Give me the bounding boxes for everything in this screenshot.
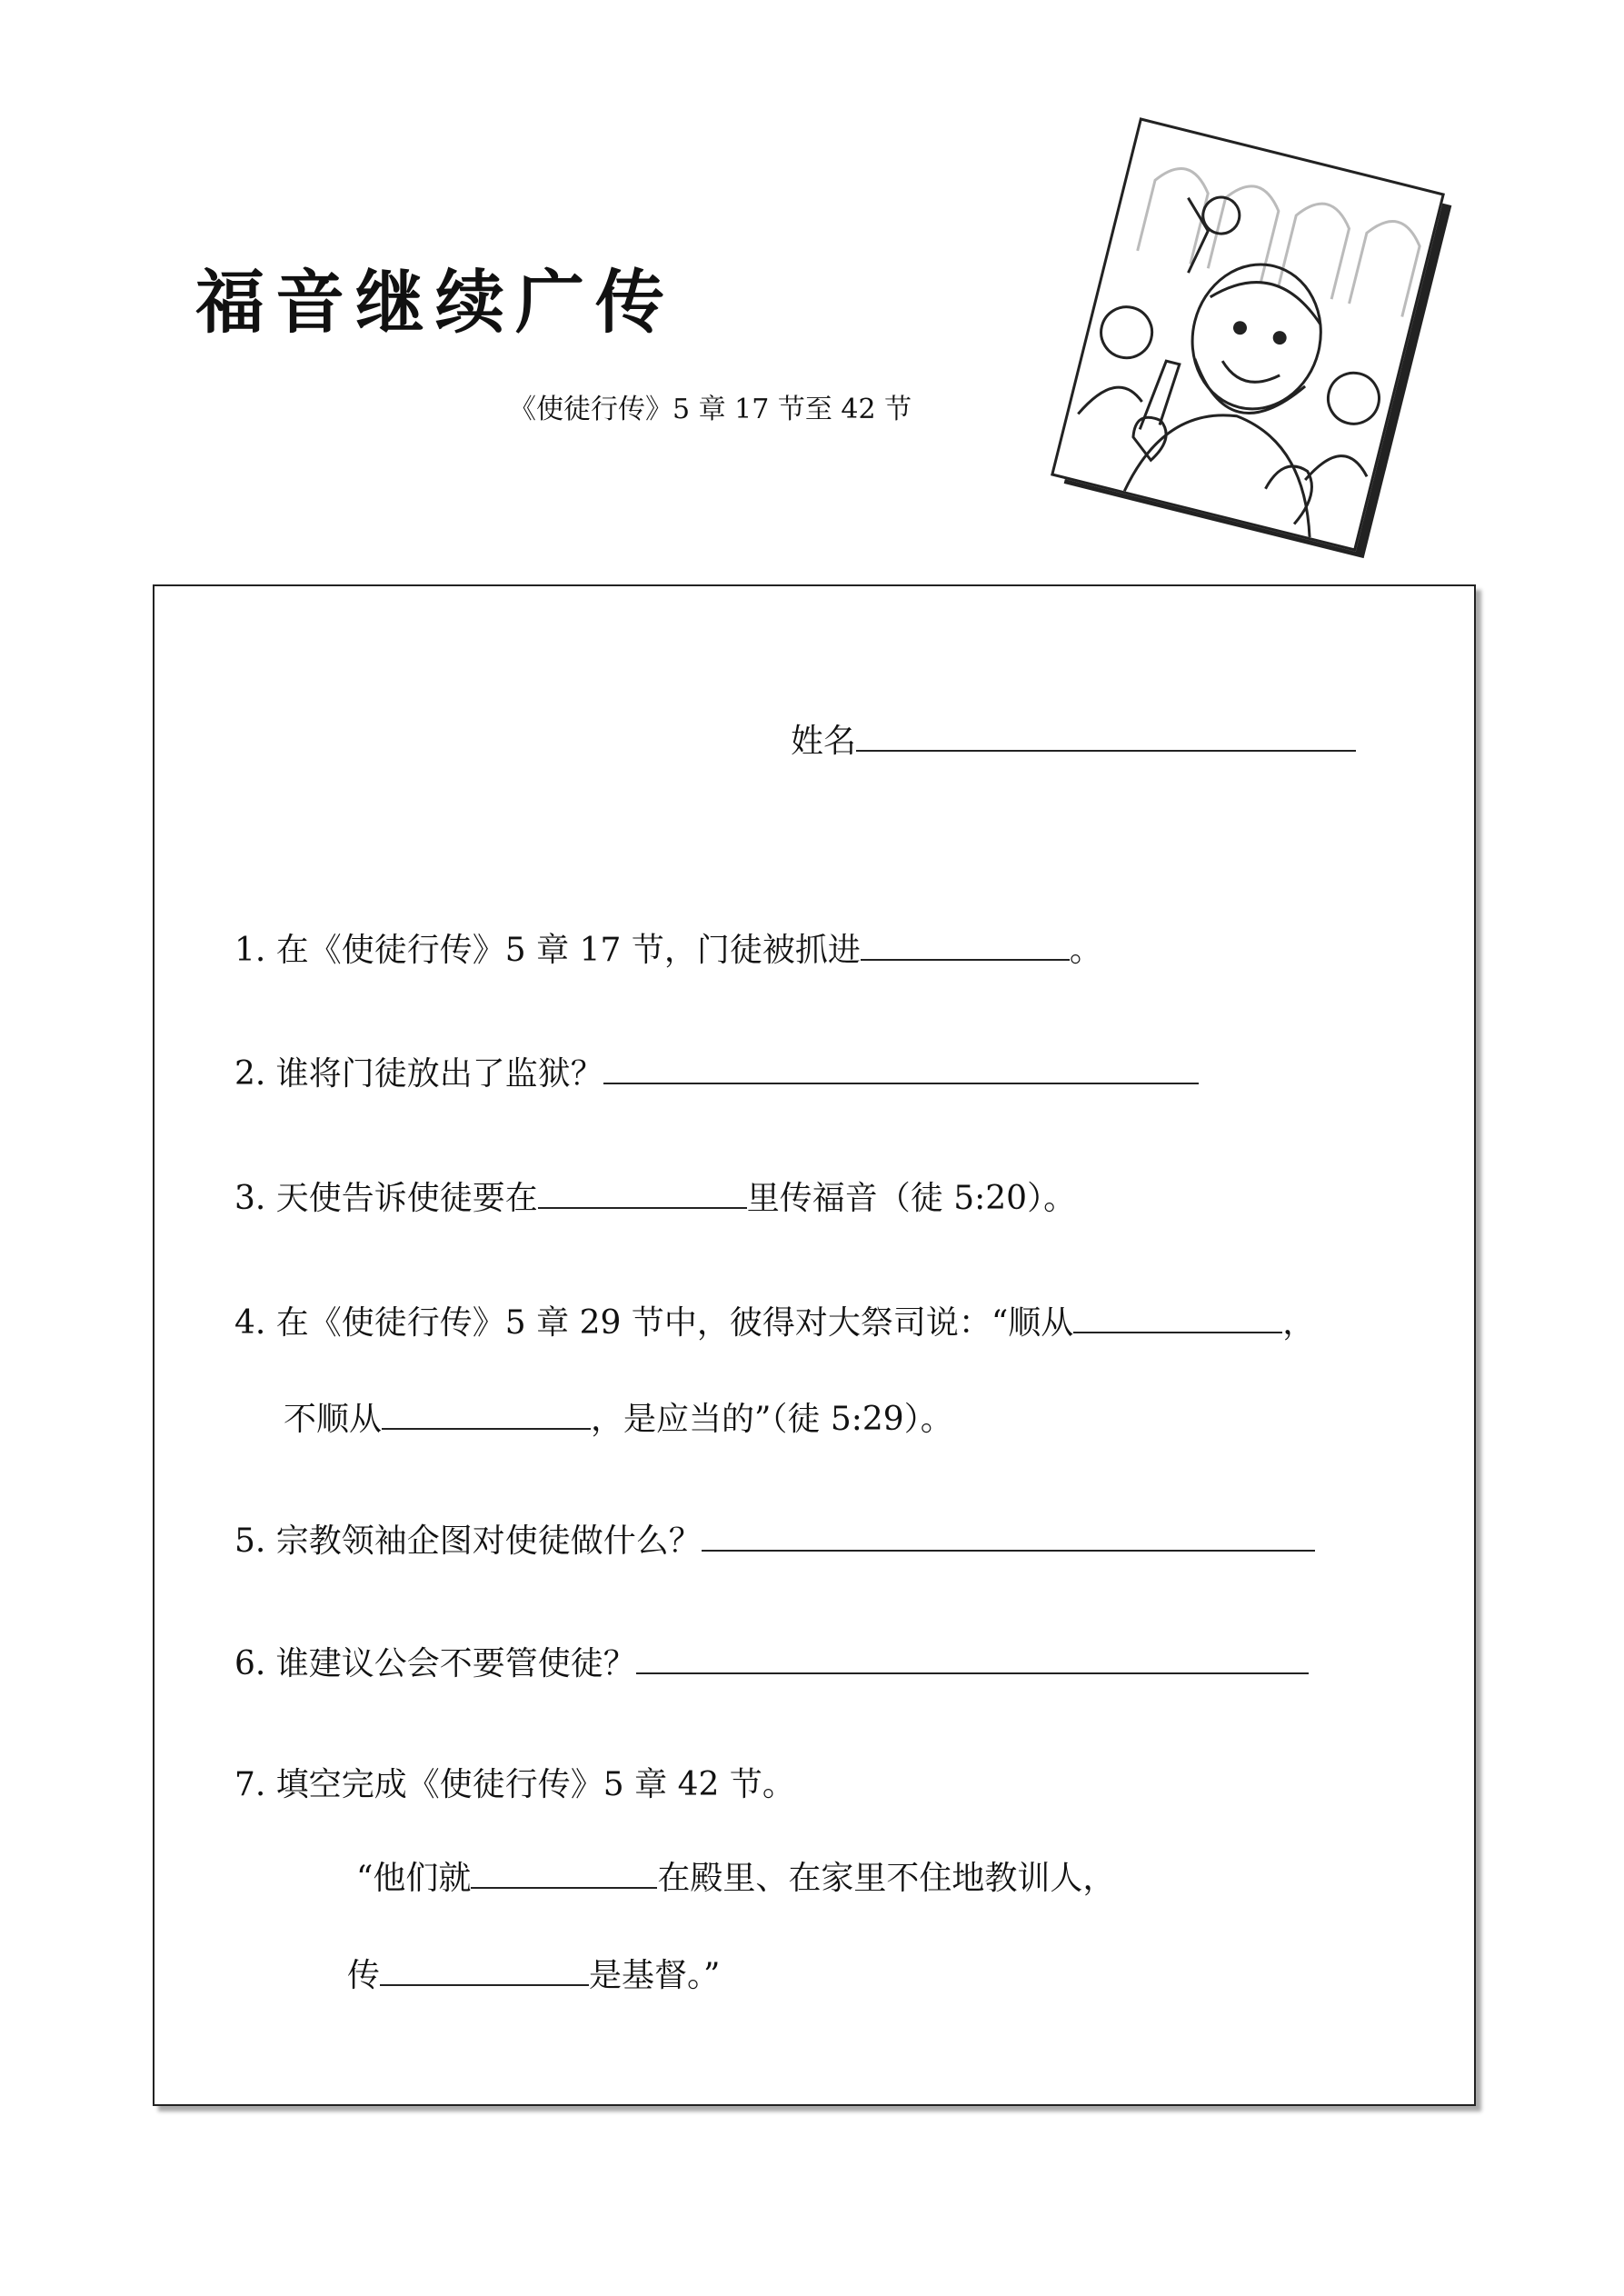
question-3-text: 3. 天使告诉使徒要在 xyxy=(234,1180,538,1217)
question-6-blank[interactable] xyxy=(636,1645,1309,1674)
question-7-quote-end: 是基督。” xyxy=(589,1957,721,1994)
question-6 xyxy=(234,1638,1309,1684)
question-2-blank[interactable] xyxy=(603,1055,1199,1084)
page-title: 福音继续广传 xyxy=(195,262,675,343)
name-row xyxy=(791,715,1356,762)
question-3-end: 里传福音（徒 5:20）。 xyxy=(746,1180,1077,1217)
apostle-illustration xyxy=(1051,117,1445,552)
question-4-end: ，是应当的”（徒 5:29）。 xyxy=(591,1401,953,1438)
question-1-text: 1. 在《使徒行传》5 章 17 节，门徒被抓进 xyxy=(234,932,861,969)
question-4 xyxy=(234,1297,1315,1343)
worksheet-box xyxy=(153,584,1476,2106)
question-7-text: 7. 填空完成《使徒行传》5 章 42 节。 xyxy=(234,1766,795,1803)
scripture-reference: 《使徒行传》5 章 17 节至 42 节 xyxy=(509,394,912,425)
question-4-text-2: 不顺从 xyxy=(284,1401,383,1438)
question-1-blank[interactable] xyxy=(861,932,1070,961)
question-6-text: 6. 谁建议公会不要管使徒？ xyxy=(234,1645,636,1682)
illustration-card xyxy=(1091,150,1454,568)
question-4-blank-1[interactable] xyxy=(1073,1304,1282,1333)
name-label: 姓名 xyxy=(791,723,857,760)
question-2-text: 2. 谁将门徒放出了监狱？ xyxy=(234,1055,603,1093)
question-7-blank-1[interactable] xyxy=(471,1860,657,1889)
question-7-quote-start: “他们就 xyxy=(356,1860,472,1897)
question-7 xyxy=(234,1759,795,1805)
question-5-text: 5. 宗教领袖企图对使徒做什么？ xyxy=(234,1522,702,1560)
question-3 xyxy=(234,1173,1076,1219)
question-7-line-3 xyxy=(347,1950,720,1996)
question-5 xyxy=(234,1515,1315,1562)
question-4-text: 4. 在《使徒行传》5 章 29 节中，彼得对大祭司说：“顺从 xyxy=(234,1304,1074,1342)
question-2 xyxy=(234,1048,1199,1094)
question-7-quote-chuan: 传 xyxy=(347,1957,381,1994)
name-input-blank[interactable] xyxy=(856,723,1356,752)
question-4-blank-2[interactable] xyxy=(382,1401,591,1430)
question-7-blank-2[interactable] xyxy=(380,1957,589,1986)
question-4-comma: ， xyxy=(1282,1304,1316,1342)
question-4-line-2 xyxy=(284,1393,953,1440)
question-1 xyxy=(234,924,1102,971)
question-5-blank[interactable] xyxy=(702,1522,1315,1552)
question-7-line-2 xyxy=(356,1852,1115,1899)
question-1-end: 。 xyxy=(1069,932,1102,969)
question-3-blank[interactable] xyxy=(538,1180,747,1209)
question-7-quote-mid: 在殿里、在家里不住地教训人， xyxy=(657,1860,1116,1897)
